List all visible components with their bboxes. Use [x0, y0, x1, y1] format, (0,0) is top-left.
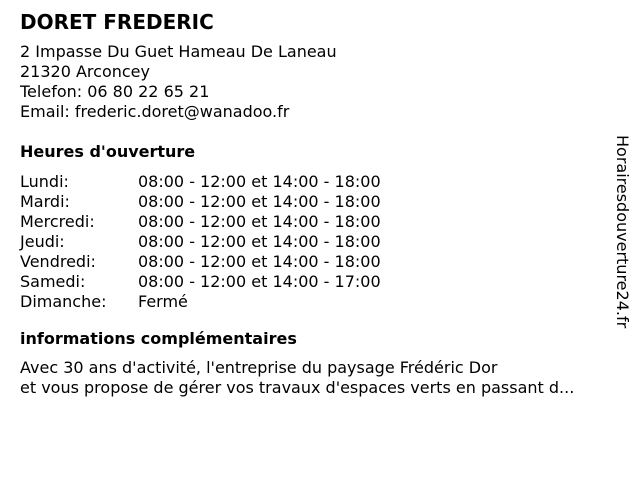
day-label: Mercredi: [20, 212, 95, 231]
description-line-1: Avec 30 ans d'activité, l'entreprise du paysage Frédéric Dor [20, 358, 498, 377]
hours-row-monday [20, 172, 615, 192]
hours-row-thursday [20, 232, 615, 252]
day-label: Jeudi: [20, 232, 65, 251]
email-address: Email: frederic.doret@wanadoo.fr [20, 102, 290, 121]
time-range: 08:00 - 12:00 et 14:00 - 18:00 [138, 232, 381, 251]
time-range: 08:00 - 12:00 et 14:00 - 18:00 [138, 212, 381, 231]
address-city: 21320 Arconcey [20, 62, 150, 81]
site-watermark: Horairesdouverture24.fr [613, 135, 632, 329]
hours-row-wednesday [20, 212, 615, 232]
hours-row-tuesday [20, 192, 615, 212]
time-range: 08:00 - 12:00 et 14:00 - 18:00 [138, 192, 381, 211]
time-range: 08:00 - 12:00 et 14:00 - 17:00 [138, 272, 381, 291]
day-label: Dimanche: [20, 292, 107, 311]
time-range: 08:00 - 12:00 et 14:00 - 18:00 [138, 172, 381, 191]
hours-row-saturday [20, 272, 615, 292]
day-label: Mardi: [20, 192, 70, 211]
time-range: Fermé [138, 292, 188, 311]
day-label: Vendredi: [20, 252, 96, 271]
day-label: Lundi: [20, 172, 69, 191]
hours-row-friday [20, 252, 615, 272]
phone-number: Telefon: 06 80 22 65 21 [20, 82, 210, 101]
opening-hours-table [20, 172, 615, 312]
day-label: Samedi: [20, 272, 86, 291]
info-title: informations complémentaires [20, 329, 297, 348]
business-name: DORET FREDERIC [20, 10, 214, 34]
description-line-2: et vous propose de gérer vos travaux d'espaces verts en passant d... [20, 378, 575, 397]
address-street: 2 Impasse Du Guet Hameau De Laneau [20, 42, 337, 61]
time-range: 08:00 - 12:00 et 14:00 - 18:00 [138, 252, 381, 271]
business-card [20, 10, 615, 398]
hours-row-sunday [20, 292, 615, 312]
hours-title: Heures d'ouverture [20, 142, 196, 161]
